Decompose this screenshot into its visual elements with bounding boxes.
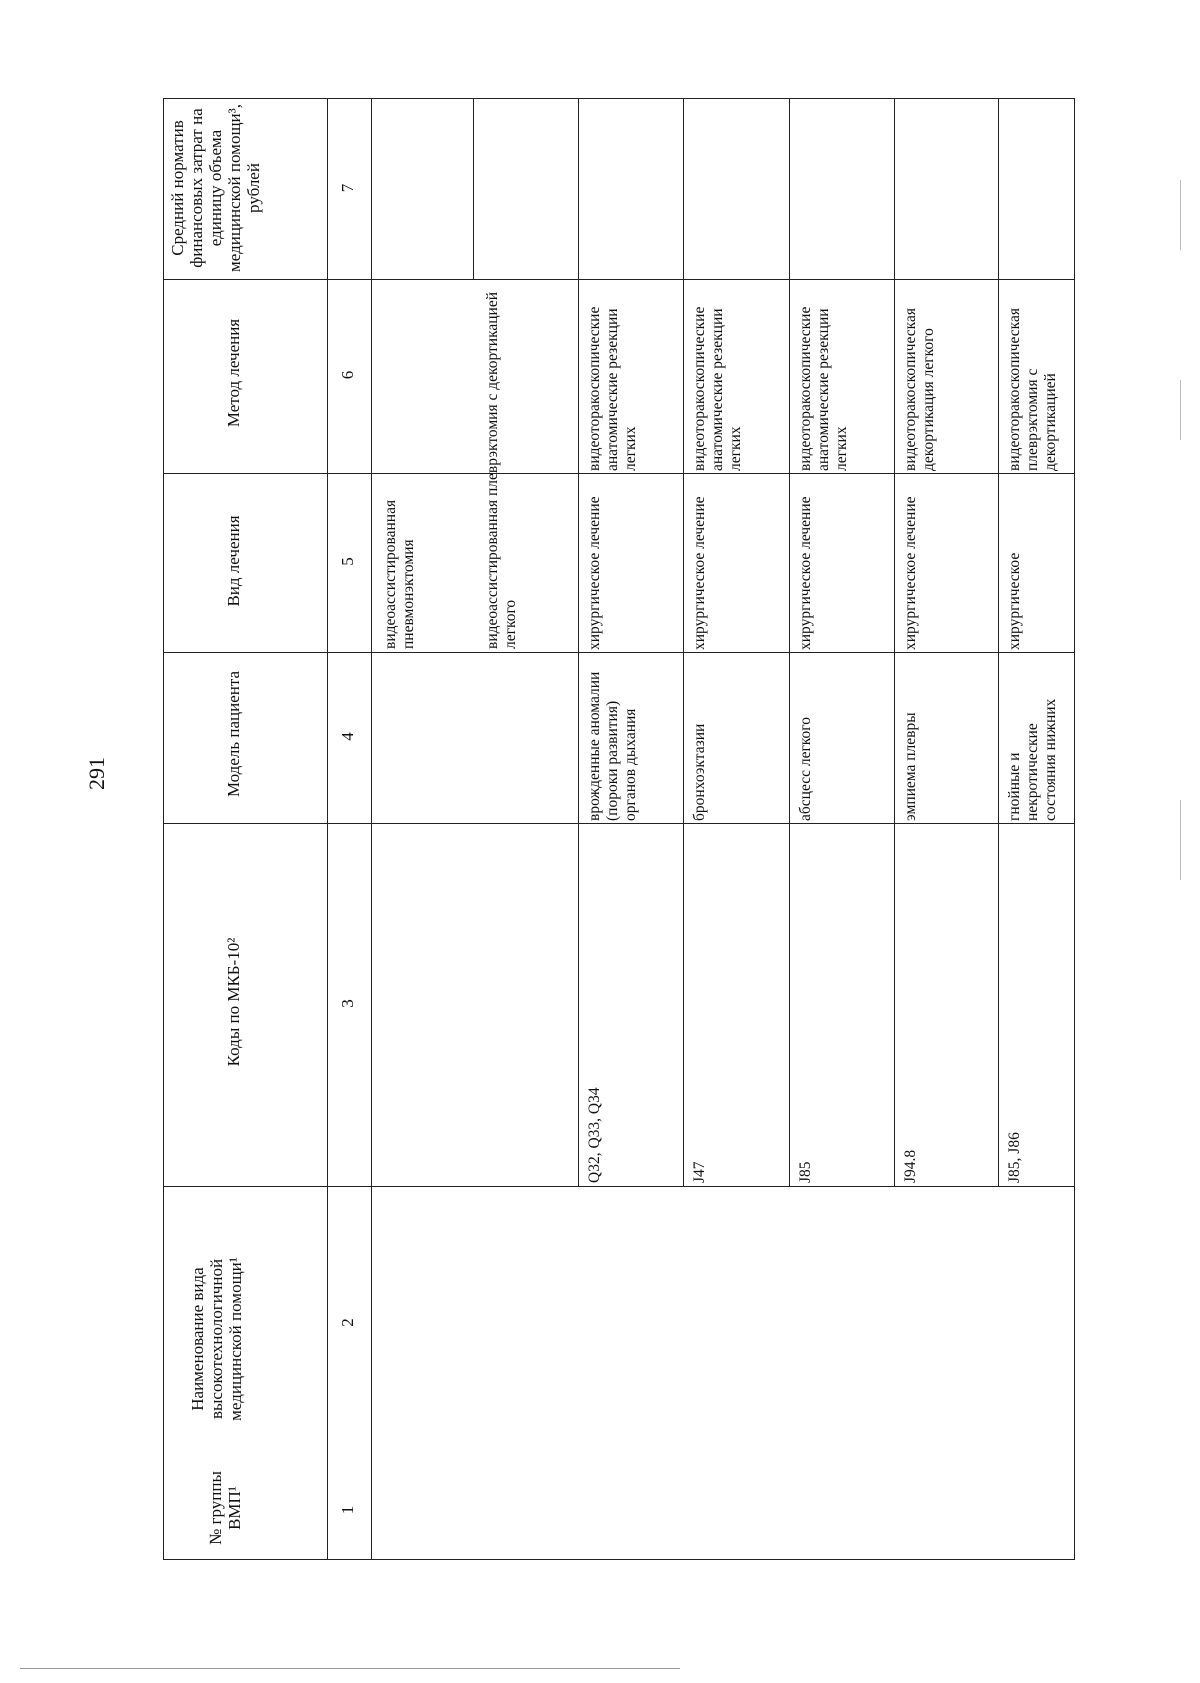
header-col1: № группы ВМП¹ bbox=[206, 1471, 244, 1545]
row6-treatment: хирургическое лечение bbox=[902, 496, 919, 650]
page-number: 291 bbox=[84, 757, 109, 790]
row3-method: видеоторакоскопические анатомические резекции легких bbox=[586, 306, 639, 471]
table bbox=[163, 98, 1075, 1560]
header-col4: Модель пациента bbox=[224, 670, 243, 798]
row7-code: J85, J86 bbox=[1006, 1132, 1023, 1183]
header-col2: Наименование вида высокотехнологичной медицинской помощи¹ bbox=[188, 1257, 245, 1421]
scan-edge-line bbox=[20, 1668, 680, 1669]
col-number-2: 2 bbox=[338, 1318, 357, 1327]
row6-model: эмпиема плевры bbox=[902, 712, 919, 821]
col-sep-4-5 bbox=[164, 473, 1074, 474]
row-sep-7 bbox=[998, 99, 999, 1186]
row4-code: J47 bbox=[691, 1161, 708, 1183]
col-number-1: 1 bbox=[338, 1505, 357, 1515]
scan-side-mark bbox=[1180, 180, 1181, 250]
row-sep-2 bbox=[473, 99, 474, 279]
col-number-6: 6 bbox=[338, 370, 357, 380]
header-bottom-line bbox=[327, 99, 328, 1559]
row7-method: видеоторакоскопическая плеврэктомия с декортикацией bbox=[1006, 308, 1059, 471]
row5-code: J85 bbox=[797, 1161, 814, 1183]
row5-method: видеоторакоскопические анатомические резекции легких bbox=[797, 306, 850, 471]
row4-treatment: хирургическое лечение bbox=[691, 496, 708, 650]
row5-model: абсцесс легкого bbox=[797, 716, 814, 821]
col-number-7: 7 bbox=[338, 183, 357, 193]
row1-method: видеоассистированная пневмонэктомия bbox=[382, 499, 417, 649]
row-sep-4 bbox=[683, 99, 684, 1186]
row4-model: бронхоэктазии bbox=[691, 723, 708, 821]
row6-method: видеоторакоскопическая декортикация легкого bbox=[902, 308, 937, 471]
row6-code: J94.8 bbox=[902, 1149, 919, 1183]
col-sep-1-2 bbox=[164, 1186, 1074, 1187]
col-number-3: 3 bbox=[338, 999, 357, 1008]
row7-treatment: хирургическое bbox=[1006, 552, 1023, 650]
col-number-5: 5 bbox=[338, 557, 357, 566]
col-number-4: 4 bbox=[338, 732, 357, 741]
row7-model: гнойные и некротические состояния нижних bbox=[1006, 698, 1059, 821]
col-sep-5-6 bbox=[164, 279, 1074, 280]
row3-treatment: хирургическое лечение bbox=[586, 496, 603, 650]
scan-side-mark bbox=[1180, 380, 1181, 440]
row3-code: Q32, Q33, Q34 bbox=[586, 1087, 603, 1183]
row5-treatment: хирургическое лечение bbox=[797, 496, 814, 650]
header-col3: Коды по МКБ-10² bbox=[224, 937, 243, 1067]
row-sep-6 bbox=[894, 99, 895, 1186]
row3-model: врожденные аномалии (пороки развития) органов дыхания bbox=[586, 671, 639, 821]
row2-method: видеоассистированная плеврэктомия с декортикацией легкого bbox=[484, 291, 519, 649]
scan-side-mark bbox=[1180, 800, 1181, 880]
row-sep-3 bbox=[578, 99, 579, 1186]
header-col7: Средний норматив финансовых затрат на единицу объема медицинской помощи³, рублей bbox=[168, 104, 263, 272]
header-col6: Метод лечения bbox=[224, 318, 243, 428]
row-sep-5 bbox=[789, 99, 790, 1186]
row4-method: видеоторакоскопические анатомические резекции легких bbox=[691, 306, 744, 471]
col-sep-2-3 bbox=[164, 823, 1074, 824]
header-col5: Вид лечения bbox=[224, 515, 243, 607]
number-row-bottom-line bbox=[371, 99, 372, 1559]
